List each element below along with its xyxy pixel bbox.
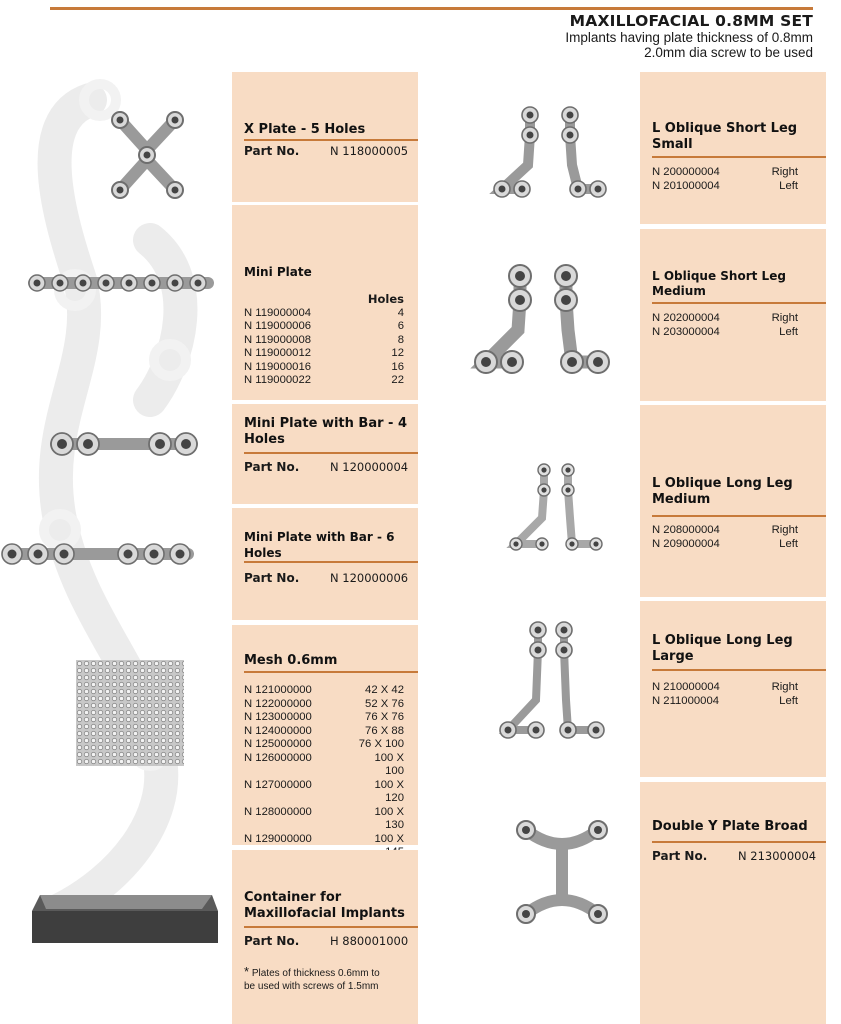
holes-header: Holes [367,292,404,306]
panel-rule [652,515,826,517]
mesh-image [76,660,184,766]
container-image [32,893,218,943]
part-no-label: Part No. [244,144,300,158]
table-row: N 127000000 100 X 120 [244,778,404,804]
panel-mini-plate-bar-4 [232,404,418,504]
table-row: N 210000004 Right [652,681,798,693]
short-medium-table [652,312,798,339]
table-row: N 122000000 52 X 76 [244,697,404,710]
mesh-table [244,684,404,860]
table-row: N 124000000 76 X 88 [244,724,404,737]
x-plate-part [244,144,408,158]
table-row: N 209000004 Left [652,537,798,550]
table-row: N 119000022 22 [244,374,404,386]
panel-rule [244,561,418,563]
container-part: Part No. H 880001000 [244,934,409,948]
table-row: N 203000004 Left [652,325,798,338]
mesh-title: Mesh 0.6mm [244,653,338,668]
table-row: N 119000012 12 [244,347,404,359]
page-title: MAXILLOFACIAL 0.8MM SET [569,12,813,30]
table-row: N 200000004 Right [652,166,798,178]
table-row: N 202000004 Right [652,312,798,324]
bar6-part: Part No. N 120000006 [244,571,409,585]
page-header [565,12,813,60]
panel-container [232,850,418,1024]
long-large-table [652,681,798,708]
mini-plate-table [244,293,404,388]
subtitle-line-1: Implants having plate thickness of 0.8mm [565,30,813,45]
bar6-title: Mini Plate with Bar - 6 Holes [244,530,395,560]
panel-l-oblique-short-medium [640,229,826,401]
table-row: N 129000000 100 X [244,832,404,845]
panel-rule [244,926,418,928]
table-row: N 121000000 42 X 42 [244,684,404,696]
panel-rule [244,671,418,673]
table-row: N 211000004 Left [652,694,798,707]
double-y-part: Part No. N 213000004 [652,849,817,863]
short-medium-title: L Oblique Short Leg Medium [652,269,786,298]
table-row: N 208000004 Right [652,524,798,536]
long-medium-table [652,524,798,551]
panel-l-oblique-long-medium [640,405,826,597]
part-no-value: N 118000005 [330,144,409,158]
short-small-table [652,166,798,193]
short-small-title: L Oblique Short Leg Small [652,121,798,152]
panel-mini-plate-bar-6 [232,508,418,620]
panel-x-plate [232,72,418,202]
table-row: N 128000000 100 X 130 [244,805,404,831]
l-oblique-long-large-image [496,620,608,746]
subtitle-line-2: 2.0mm dia screw to be used [644,45,813,60]
table-row: N 123000000 76 X 76 [244,711,404,723]
mini-plate-bar-4-image [46,430,202,458]
x-plate-image [105,105,190,205]
panel-l-oblique-long-large [640,601,826,777]
panel-double-y-plate [640,782,826,1024]
panel-l-oblique-short-small [640,72,826,224]
top-rule [50,7,813,10]
table-row: N 119000016 16 [244,360,404,373]
table-row: N 119000008 8 [244,333,404,346]
long-medium-title: L Oblique Long Leg Medium [652,476,793,507]
panel-mesh [232,625,418,845]
l-oblique-short-medium-image [472,260,612,380]
bar4-title: Mini Plate with Bar - 4 Holes [244,416,407,447]
container-title: Container for Maxillofacial Implants [244,890,405,921]
mini-plate-bar-6-image [0,541,196,567]
panel-mini-plate [232,205,418,400]
double-y-title: Double Y Plate Broad [652,819,808,834]
table-row: N 119000004 4 [244,306,404,319]
table-row: N 125000000 76 X 100 [244,738,404,750]
panel-rule [652,841,826,843]
long-large-title: L Oblique Long Leg Large [652,633,793,664]
thickness-note: * Plates of thickness 0.6mm to be used with screws of 1.5mm [244,964,380,992]
panel-rule [244,139,418,141]
panel-rule [244,452,418,454]
bar4-part: Part No. N 120000004 [244,460,409,474]
l-oblique-long-medium-image [506,462,606,556]
panel-rule [652,156,826,158]
double-y-plate-image [514,818,610,926]
mini-plate-title: Mini Plate [244,265,312,279]
panel-rule [652,669,826,671]
panel-rule [652,302,826,304]
table-row: N 201000004 Left [652,179,798,192]
x-plate-title: X Plate - 5 Holes [244,122,366,137]
mini-plate-image [26,272,216,294]
l-oblique-short-small-image [490,103,610,208]
table-row: N 119000006 6 [244,320,404,332]
table-row: N 126000000 100 X 100 [244,751,404,777]
